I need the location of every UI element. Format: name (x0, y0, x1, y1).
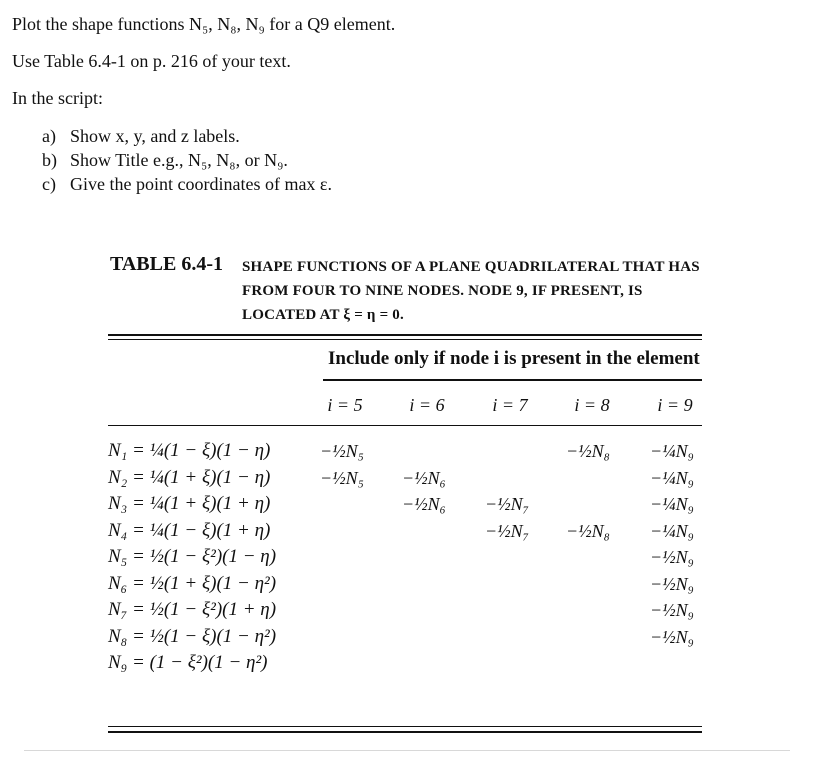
caption-line: FROM FOUR TO NINE NODES. NODE 9, IF PRESENT, IS (242, 283, 643, 299)
column-header-i8: i = 8 (574, 395, 610, 415)
table-cell: −½N₆ (402, 494, 446, 514)
table-top-rule-thin (108, 339, 702, 340)
shape-function-formula: N₂ = ¼(1 + ξ)(1 − η) (108, 467, 271, 488)
intro-reference: Use Table 6.4-1 on p. 216 of your text. (12, 51, 291, 71)
task-list (42, 124, 332, 196)
table-cell: −½N₉ (650, 574, 694, 594)
task-marker: b) (42, 150, 57, 170)
columns-heading-rule (323, 379, 702, 381)
table-bottom-rule (108, 731, 702, 733)
table-bottom-rule-thin (108, 726, 702, 727)
shape-function-formula: N₅ = ½(1 − ξ²)(1 − η) (108, 546, 277, 567)
table-cell: −½N₇ (485, 494, 529, 514)
table-cell: −¼N₉ (650, 441, 694, 461)
shape-function-formula: N₄ = ¼(1 − ξ)(1 + η) (108, 520, 271, 541)
table-cell: −¼N₉ (650, 468, 694, 488)
table-cell: −¼N₉ (650, 521, 694, 541)
columns-heading: Include only if node i is present in the element (328, 348, 700, 369)
table-number: TABLE 6.4-1 (110, 253, 223, 275)
shape-function-formula: N₆ = ½(1 + ξ)(1 − η²) (108, 573, 277, 594)
intro-instruction: Plot the shape functions N₅, N₈, N₉ for a Q9 element. (12, 14, 396, 34)
table-cell: −½N₈ (566, 521, 610, 541)
column-header-i6: i = 6 (409, 395, 445, 415)
table-caption-text (242, 255, 700, 327)
caption-line: LOCATED AT ξ = η = 0. (242, 307, 404, 323)
task-text: Show x, y, and z labels. (70, 126, 240, 146)
table-cell: −½N₉ (650, 547, 694, 567)
shape-function-formula: N₇ = ½(1 − ξ²)(1 + η) (108, 599, 277, 620)
shape-function-formula: N₁ = ¼(1 − ξ)(1 − η) (108, 440, 271, 461)
shape-function-formula: N₉ = (1 − ξ²)(1 − η²) (108, 652, 268, 673)
table-cell: −½N₈ (566, 441, 610, 461)
table-cell: −½N₆ (402, 468, 446, 488)
column-header-i5: i = 5 (327, 395, 363, 415)
table-cell: −½N₉ (650, 600, 694, 620)
header-divider (108, 425, 702, 426)
table-cell: −½N₅ (320, 441, 364, 461)
table-cell: −¼N₉ (650, 494, 694, 514)
task-text: Give the point coordinates of max ε. (70, 174, 332, 194)
task-marker: c) (42, 174, 56, 194)
task-item (42, 124, 332, 148)
column-header-i9: i = 9 (657, 395, 693, 415)
table-top-rule (108, 334, 702, 336)
caption-line: SHAPE FUNCTIONS OF A PLANE QUADRILATERAL THAT HAS (242, 259, 700, 275)
task-marker: a) (42, 126, 56, 146)
shape-function-formula: N₃ = ¼(1 + ξ)(1 + η) (108, 493, 271, 514)
page-divider (24, 750, 790, 751)
task-item (42, 148, 332, 172)
intro-script-heading: In the script: (12, 88, 103, 108)
table-cell: −½N₅ (320, 468, 364, 488)
task-item (42, 172, 332, 196)
task-text: Show Title e.g., N₅, N₈, or N₉. (70, 150, 288, 170)
shape-function-formula: N₈ = ½(1 − ξ)(1 − η²) (108, 626, 277, 647)
table-cell: −½N₇ (485, 521, 529, 541)
table-cell: −½N₉ (650, 627, 694, 647)
column-header-i7: i = 7 (492, 395, 528, 415)
